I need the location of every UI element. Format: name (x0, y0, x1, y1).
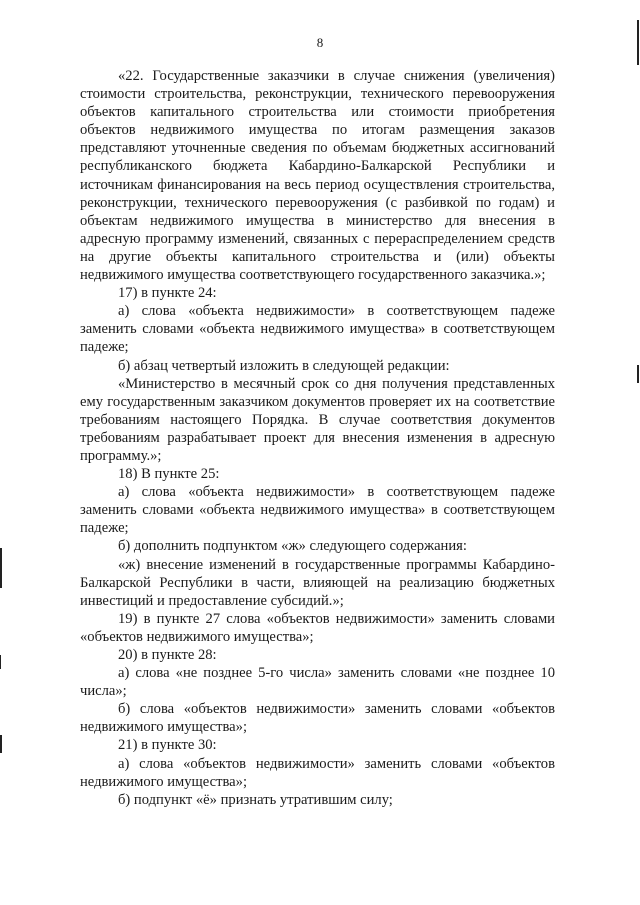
document-body (80, 67, 555, 809)
scan-edge-mark (637, 20, 639, 65)
scan-edge-mark (637, 365, 639, 383)
paragraph: б) подпункт «ё» признать утратившим силу; (118, 791, 393, 808)
paragraph: 19) в пункте 27 слова «объектов недвижимости» заменить словами «объектов недвижимого имущества»; (80, 610, 555, 645)
paragraph: а) слова «объекта недвижимости» в соответствующем падеже заменить словами «объекта недвижимого имущества» в соответствующем падеже; (80, 484, 555, 537)
page-number: 8 (316, 35, 324, 50)
paragraph: 20) в пункте 28: (118, 647, 217, 663)
scan-edge-mark (0, 655, 1, 669)
paragraph: «22. Государственные заказчики в случае снижения (увеличения) стоимости строительства, реконструкции, технического перевооружения объектов капитального строительства или стоимости приобретения объектов недвижимого имущества по итогам размещения заказов представляют уточненные сведения по объемам бюджетных ассигнований республиканского бюджета Кабардино-Балкарской Республики и источникам финансирования на весь период осуществления строительства, реконструкции, технического перевооружения (с разбивкой по годам) и объектам недвижимого имущества в министерство для внесения в адресную программу изменений, связанных с перераспределением средств на другие объекты капитального строительства и (или) объекты недвижимого имущества соответствующего государственного заказчика.»; (80, 68, 555, 284)
paragraph: 18) В пункте 25: (118, 466, 220, 483)
paragraph: а) слова «объекта недвижимости» в соответствующем падеже заменить словами «объекта недвижимого имущества» в соответствующем падеже; (80, 303, 555, 356)
paragraph: «Министерство в месячный срок со дня получения представленных ему государственным заказчиком документов проверяет их на соответствие требованиям настоящего Порядка. В случае соответствия документов требованиям разрабатывает проект для внесения изменения в адресную программу.»; (80, 375, 555, 464)
paragraph: а) слова «объектов недвижимости» заменить словами «объектов недвижимого имущества»; (80, 755, 555, 790)
paragraph: б) абзац четвертый изложить в следующей редакции: (118, 357, 450, 374)
paragraph: а) слова «не позднее 5-го числа» заменить словами «не позднее 10 числа»; (80, 665, 555, 700)
paragraph: «ж) внесение изменений в государственные программы Кабардино-Балкарской Республики в части, влияющей на реализацию бюджетных инвестиций и предоставление субсидий.»; (80, 556, 555, 609)
paragraph: 17) в пункте 24: (118, 285, 217, 302)
scan-edge-mark (0, 548, 2, 588)
paragraph: 21) в пункте 30: (118, 737, 217, 754)
paragraph: б) слова «объектов недвижимости» заменить словами «объектов недвижимого имущества»; (80, 701, 555, 736)
scan-edge-mark (0, 735, 2, 753)
paragraph: б) дополнить подпунктом «ж» следующего содержания: (118, 538, 467, 555)
